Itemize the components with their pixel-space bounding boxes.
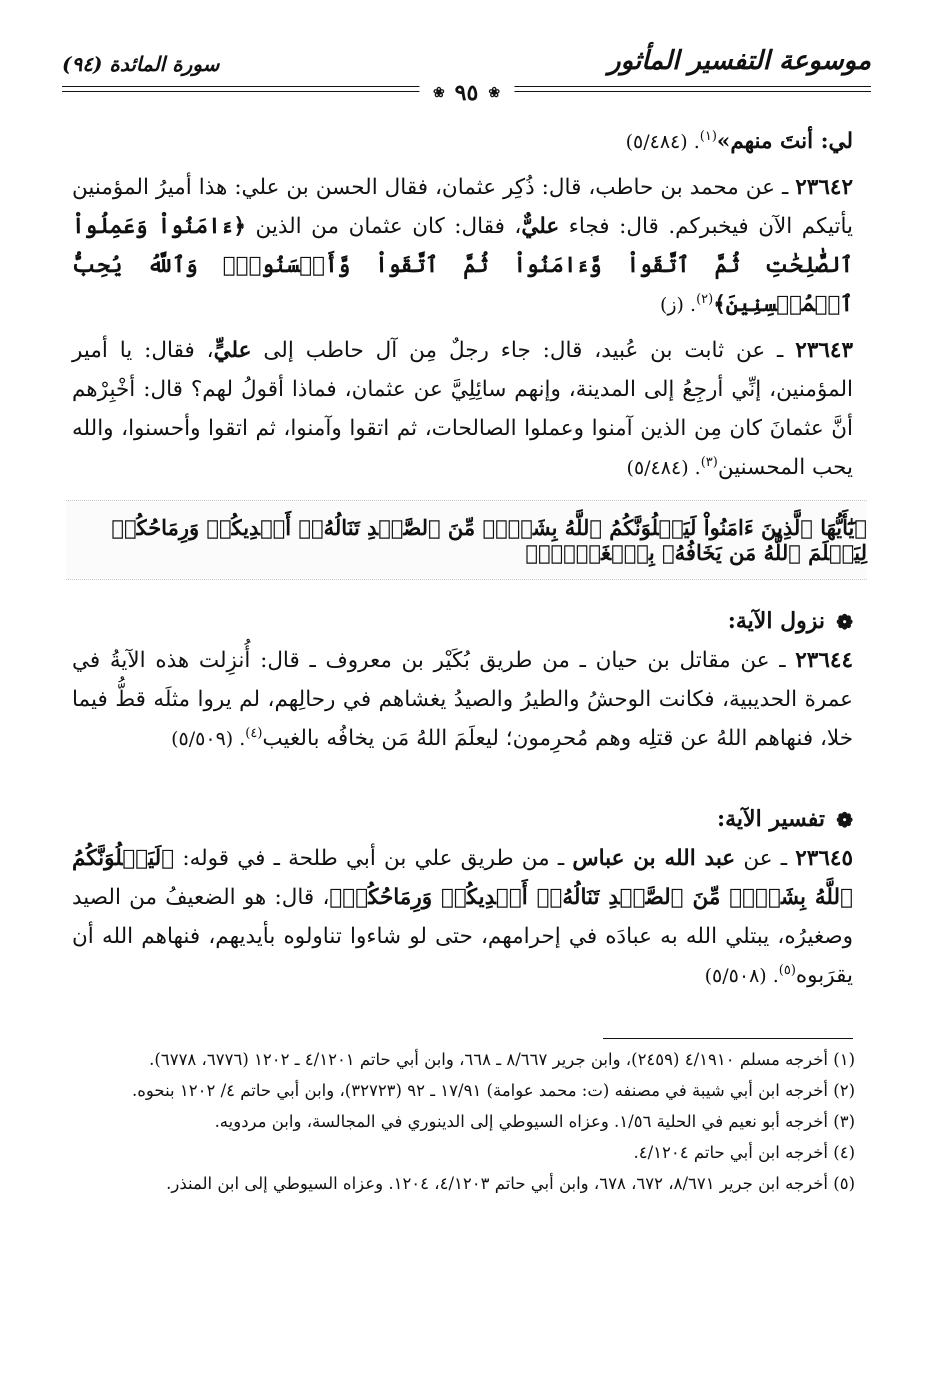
- narration-text: ، قال: هو الضعيفُ من الصيد وصغيرُه، يبتلي الله به عبادَه في إحرامهم، حتى لو شاءوا تناولوه بأيديهم، فنهاهم الله أن يقرَبوه: [72, 885, 853, 988]
- footnote-marker: (٤): [245, 725, 263, 741]
- ornament-icon: ❀: [432, 85, 445, 101]
- reference: . (٥/٥٠٨): [704, 965, 779, 987]
- surah-label: سورة المائدة (٩٤): [62, 52, 220, 76]
- narration-text: ـ عن ثابت بن عُبيد، قال: جاء رجلٌ مِن آل حاطب إلى: [251, 338, 796, 363]
- narration-text: ـ عن: [735, 846, 796, 871]
- section-tafsir: [72, 800, 853, 996]
- footnote-marker: (٥): [778, 962, 796, 978]
- narration-number: ٢٣٦٤٢: [795, 175, 853, 200]
- footnote-1: (١) أخرجه مسلم ٤/١٩١٠ (٢٤٥٩)، وابن جرير ٨/٦٦٧ ـ ٦٦٨، وابن أبي حاتم ٤/١٢٠١ ـ ١٢٠٢ (٦٧٧٦، ٦٧٧٨).: [149, 1050, 855, 1069]
- narration-number: ٢٣٦٤٣: [795, 338, 854, 363]
- narration-text: ـ عن مقاتل بن حيان ـ من طريق بُكَيْر بن معروف ـ قال: أُنزِلت هذه الآيةُ في عمرة الحديبية، فكانت الوحشُ والطيرُ والصيدُ يغشاهم في رحالِهم، لم يروا مثلَه قطُّ فيما خلا، فنهاهم اللهُ عن قتلِه وهم مُحرِمون؛ ليعلَمَ اللهُ مَن يخافُه بالغيب: [72, 648, 853, 751]
- flower-icon: ❁: [836, 609, 853, 634]
- narration-text: ، فقال: يا أمير المؤمنين، إنِّي أرجِعُ إلى المدينة، وإنهم سائِلِيَّ عن عثمان، فماذا أقولُ لهم؟ قال: أخْبِرْهم أنَّ عثمانَ كان مِن الذين آمنوا وعملوا الصالحات، ثم اتقوا وآمنوا، ثم اتقوا وأحسنوا، والله يحب المحسنين: [72, 338, 853, 480]
- reference: . (٥/٤٨٤): [625, 131, 700, 153]
- footnote-5: (٥) أخرجه ابن جرير ٨/٦٧١، ٦٧٢، ٦٧٨، وابن أبي حاتم ٤/١٢٠٣، ١٢٠٤. وعزاه السيوطي إلى ابن المنذر.: [166, 1174, 855, 1193]
- quran-quote: ﴿لَيَبۡلُوَنَّكُمُ ٱللَّهُ بِشَيۡءٖ مِّنَ ٱلصَّيۡدِ تَنَالُهُۥٓ أَيۡدِيكُمۡ وَرِمَاحُكُمۡ﴾: [72, 846, 854, 910]
- quran-quote: ﴿ءَامَنُواْ وَعَمِلُواْ ٱلصَّٰلِحَٰتِ ثُمَّ ٱتَّقَواْ وَّءَامَنُواْ ثُمَّ ٱتَّقَواْ وَّأَحۡسَنُواْۚ وَٱللَّهُ يُحِبُّ ٱلۡمُحۡسِنِينَ﴾: [72, 214, 853, 317]
- footnote-marker: (٣): [700, 454, 718, 470]
- footnotes: [70, 1046, 855, 1201]
- quote-text: لي: أنتَ منهم»: [716, 129, 853, 154]
- reference: . (٥/٤٨٤): [626, 457, 701, 479]
- page-header: [62, 40, 871, 106]
- narration-number: ٢٣٦٤٥: [795, 846, 853, 871]
- section-revelation: [72, 602, 853, 759]
- bold-name: عليٌّ: [521, 214, 560, 239]
- section-heading: [72, 602, 853, 641]
- bold-name: عبد الله بن عباس: [572, 846, 736, 871]
- narration-number: ٢٣٦٤٤: [795, 648, 853, 673]
- narration-text: ـ من طريق علي بن أبي طلحة ـ في قوله:: [174, 846, 573, 871]
- footnote-2: (٢) أخرجه ابن أبي شيبة في مصنفه (ت: محمد عوامة) ١٧/٩١ ـ ٩٢ (٣٢٧٢٣)، وابن أبي حاتم ٤/ ١٢٠٢ بنحوه.: [132, 1081, 855, 1100]
- footnote-rule: [603, 1038, 853, 1039]
- section-heading: [72, 800, 853, 839]
- narration-23643: [72, 331, 853, 488]
- reference: . (٥/٥٠٩): [171, 728, 246, 750]
- reference: . (ز): [659, 294, 697, 316]
- narration-23642: [72, 168, 853, 325]
- flower-icon: ❁: [836, 807, 853, 832]
- bold-name: عليٍّ: [213, 338, 252, 363]
- main-text: [72, 122, 853, 488]
- section-heading-text: تفسير الآية:: [716, 806, 825, 832]
- section-heading-text: نزول الآية:: [727, 608, 825, 634]
- page-number-block: [419, 80, 514, 106]
- narration-23644: [72, 641, 853, 759]
- ornament-icon: ❀: [488, 85, 501, 101]
- page-number: ٩٥: [454, 80, 479, 106]
- footnote-4: (٤) أخرجه ابن أبي حاتم ٤/١٢٠٤.: [633, 1143, 855, 1162]
- narration-text: ، فقال: كان عثمان من الذين: [245, 214, 522, 239]
- verse-box: ﴿يَٰٓأَيُّهَا ٱلَّذِينَ ءَامَنُواْ لَيَبۡلُوَنَّكُمُ ٱللَّهُ بِشَيۡءٖ مِّنَ ٱلصَّيۡدِ تَنَالُهُۥٓ أَيۡدِيكُمۡ وَرِمَاحُكُمۡ لِيَعۡلَمَ ٱللَّهُ مَن يَخَافُهُۥ بِٱلۡغَيۡبِۚ﴾: [66, 500, 867, 580]
- paragraph-continuation: [72, 122, 853, 162]
- footnote-3: (٣) أخرجه أبو نعيم في الحلية ١/٥٦. وعزاه السيوطي إلى الدينوري في المجالسة، وابن مردويه.: [214, 1112, 855, 1131]
- book-title: موسوعة التفسير المأثور: [608, 46, 871, 76]
- narration-text: ـ عن محمد بن حاطب، قال: ذُكِر عثمان، فقال الحسن بن علي: هذا أميرُ المؤمنين يأتيكم الآن فيخبركم. قال: فجاء: [72, 175, 853, 239]
- footnote-marker: (٢): [696, 291, 714, 307]
- footnote-marker: (١): [699, 128, 717, 144]
- narration-23645: [72, 839, 853, 996]
